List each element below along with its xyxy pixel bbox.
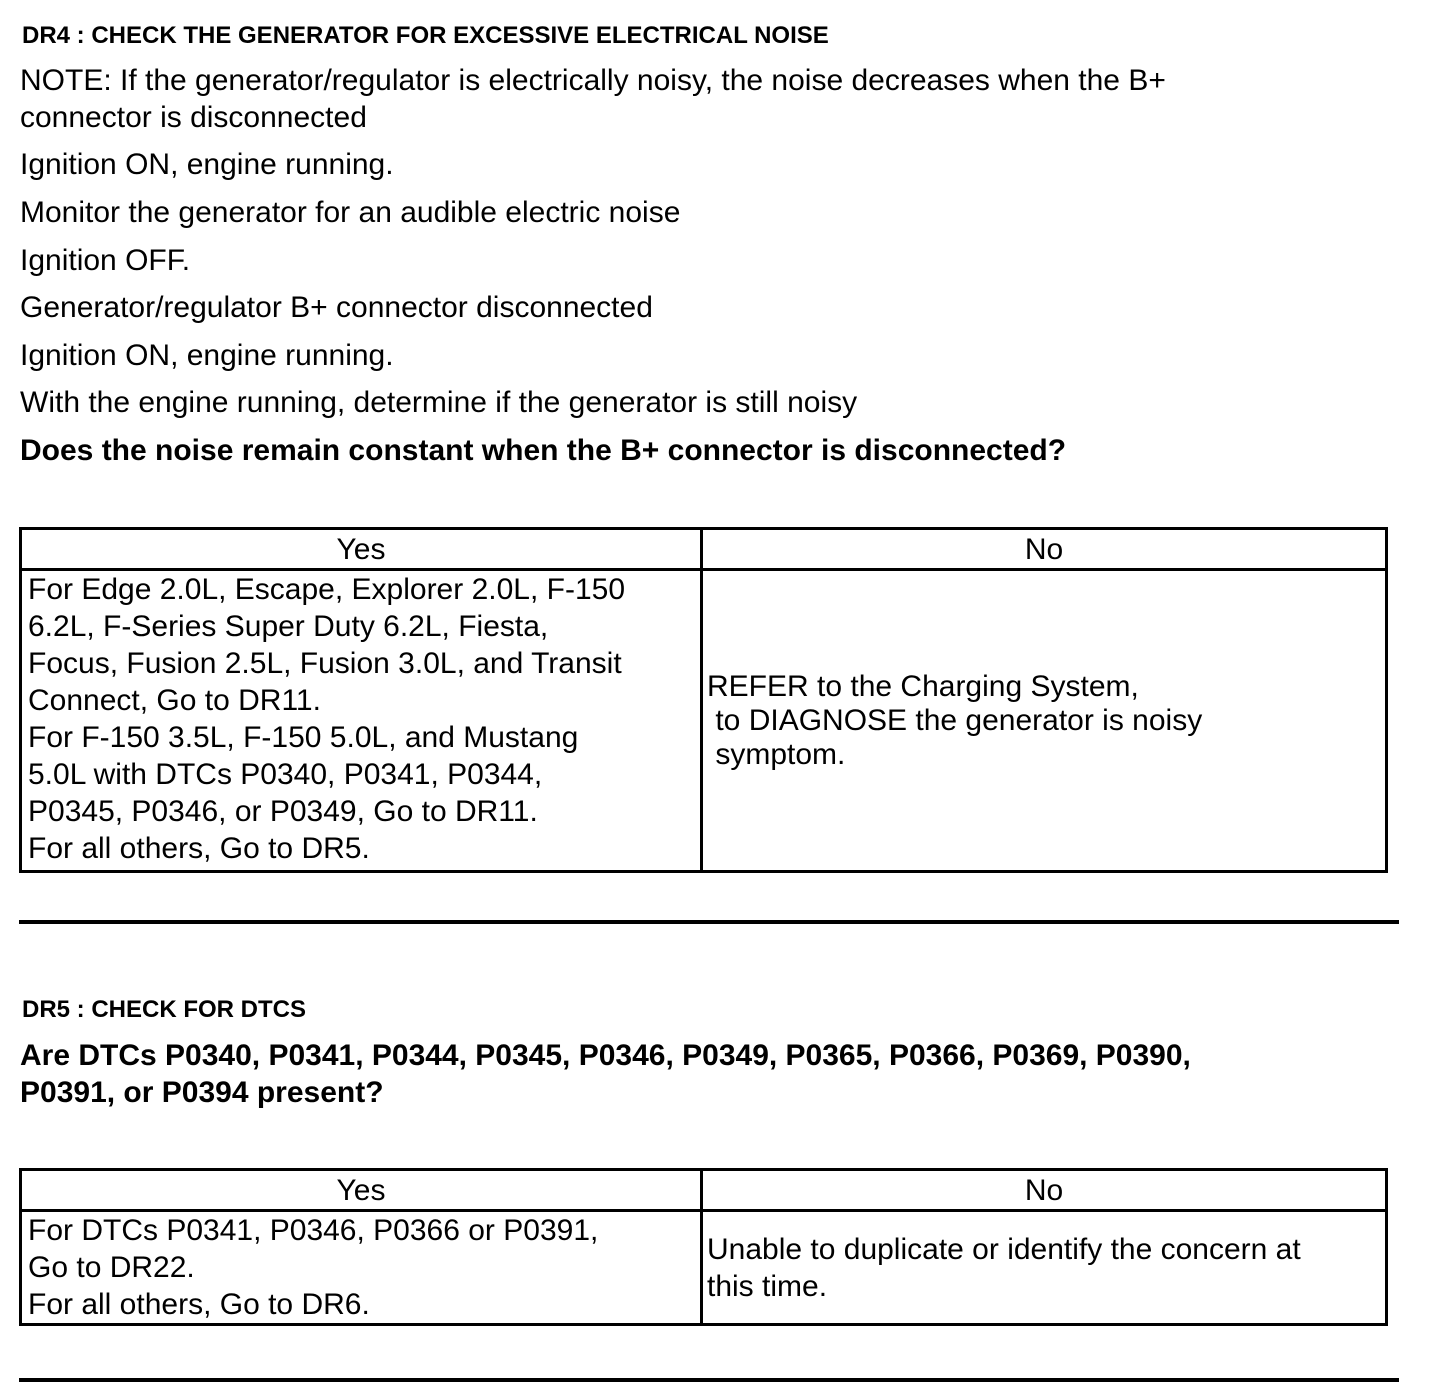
section-divider (19, 920, 1399, 924)
no-cell (702, 570, 1387, 872)
no-line: to DIAGNOSE the generator is noisy (707, 703, 1203, 737)
dr5-question-line-2: P0391, or P0394 present? (20, 1076, 384, 1109)
yes-line: For Edge 2.0L, Escape, Explorer 2.0L, F-150 (28, 573, 625, 606)
yes-line: For DTCs P0341, P0346, P0366 or P0391, (28, 1214, 599, 1247)
no-header: No (702, 529, 1387, 570)
dr4-answer-table (19, 527, 1388, 873)
no-line: Unable to duplicate or identify the concern at (707, 1232, 1301, 1266)
yes-line: For all others, Go to DR6. (28, 1288, 370, 1321)
yes-line: For all others, Go to DR5. (28, 832, 370, 865)
dr4-step: Ignition OFF. (20, 244, 191, 277)
yes-cell (21, 570, 702, 872)
yes-line: 5.0L with DTCs P0340, P0341, P0344, (28, 758, 543, 791)
section-divider (19, 1378, 1399, 1382)
no-cell (702, 1211, 1387, 1325)
dr4-step: With the engine running, determine if the generator is still noisy (20, 386, 858, 419)
yes-line: 6.2L, F-Series Super Duty 6.2L, Fiesta, (28, 610, 549, 643)
yes-line: P0345, P0346, or P0349, Go to DR11. (28, 795, 538, 828)
dr5-question-line-1: Are DTCs P0340, P0341, P0344, P0345, P0346, P0349, P0365, P0366, P0369, P0390, (20, 1039, 1191, 1072)
yes-cell (21, 1211, 702, 1325)
yes-line: Focus, Fusion 2.5L, Fusion 3.0L, and Transit (28, 647, 622, 680)
dr4-step: Generator/regulator B+ connector disconnected (20, 291, 653, 324)
dr4-step: Ignition ON, engine running. (20, 148, 394, 181)
dr4-heading: DR4 : CHECK THE GENERATOR FOR EXCESSIVE ELECTRICAL NOISE (22, 22, 829, 49)
yes-line: Connect, Go to DR11. (28, 684, 321, 717)
yes-header: Yes (21, 1170, 702, 1211)
yes-header: Yes (21, 529, 702, 570)
dr5-answer-table (19, 1168, 1388, 1326)
no-line: this time. (707, 1269, 828, 1303)
dr4-note-line-2: connector is disconnected (20, 101, 367, 134)
no-header: No (702, 1170, 1387, 1211)
dr5-heading: DR5 : CHECK FOR DTCS (22, 996, 307, 1023)
dr4-step: Ignition ON, engine running. (20, 339, 394, 372)
yes-line: Go to DR22. (28, 1251, 195, 1284)
no-line: symptom. (707, 737, 846, 771)
yes-line: For F-150 3.5L, F-150 5.0L, and Mustang (28, 721, 579, 754)
dr4-question: Does the noise remain constant when the B+ connector is disconnected? (20, 434, 1067, 467)
no-line: REFER to the Charging System, (707, 669, 1139, 703)
dr4-note-line-1: NOTE: If the generator/regulator is electrically noisy, the noise decreases when the B+ (20, 64, 1166, 97)
dr4-step: Monitor the generator for an audible electric noise (20, 196, 681, 229)
